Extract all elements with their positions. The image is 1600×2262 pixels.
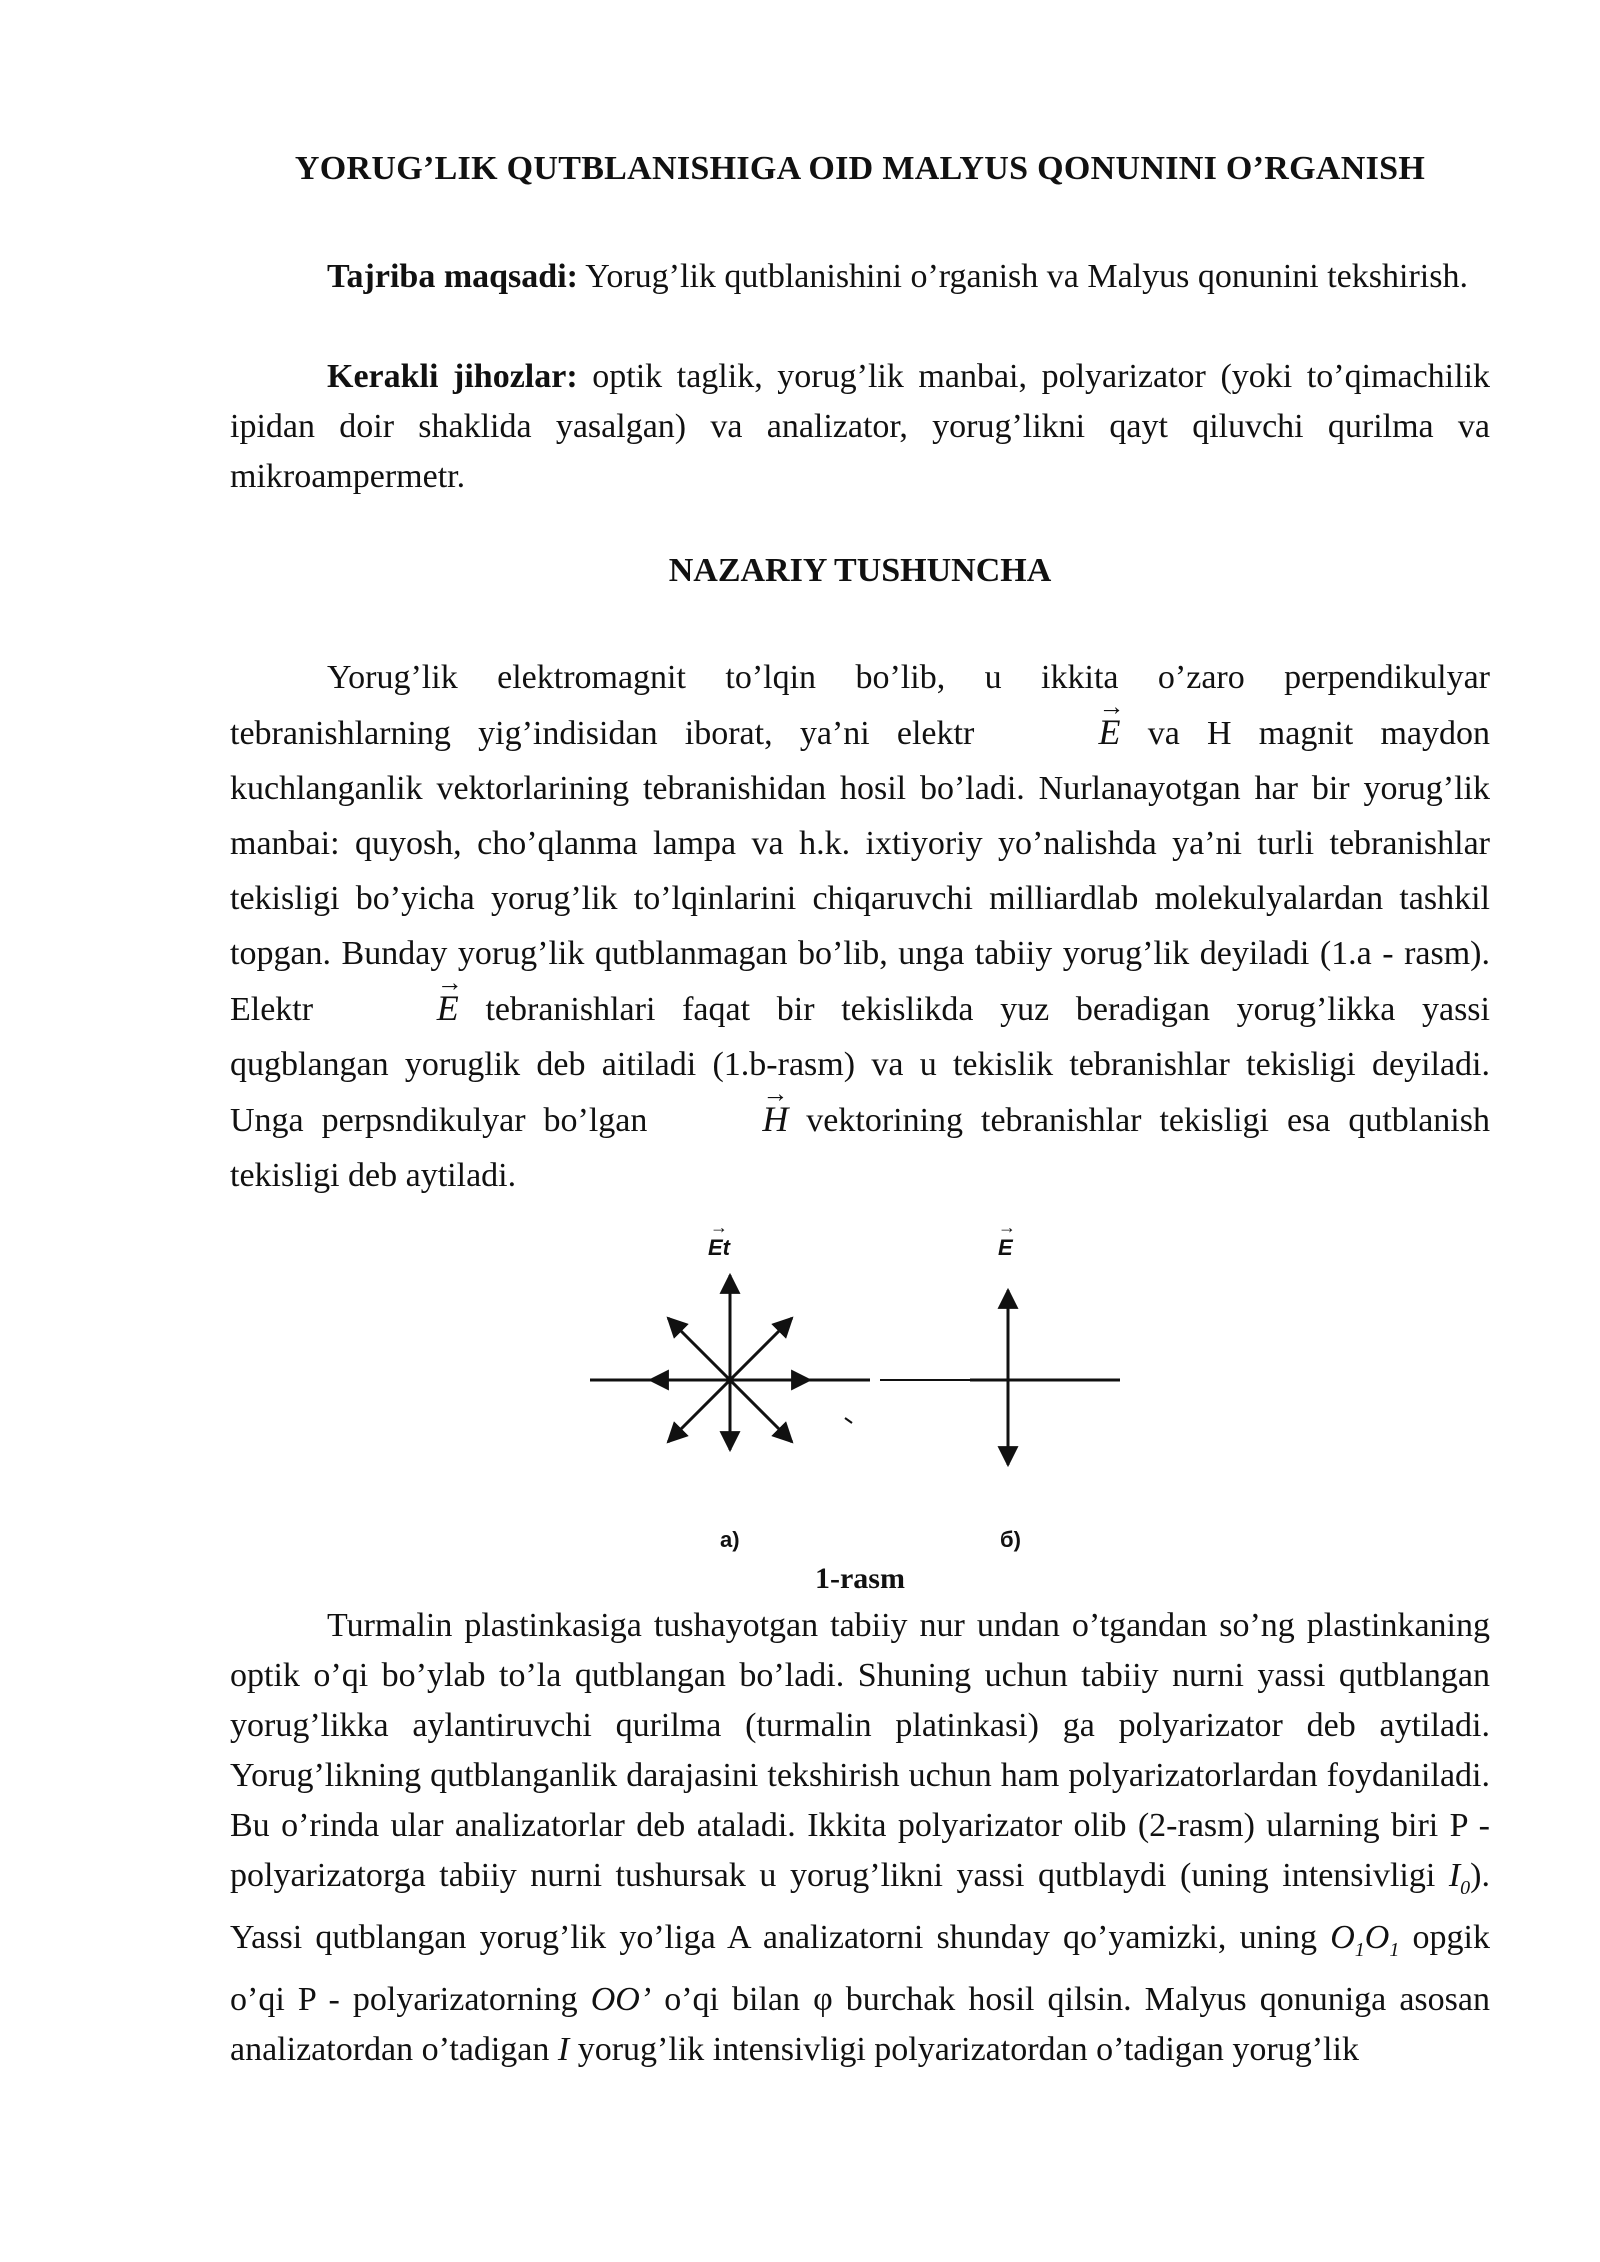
theory-text-4: vektorining tebranishlar tekisligi esa qutblanish tekisligi deb aytiladi. [230, 1102, 1490, 1194]
figure-1 [490, 1217, 1250, 1565]
i0-main: I [1448, 1857, 1461, 1894]
figure-caption: 1-rasm [815, 1562, 905, 1595]
sublabel-a: a) [720, 1527, 740, 1552]
polarization-diagram [490, 1235, 1250, 1565]
natural-light-diagram [590, 1275, 870, 1450]
equipment-paragraph [230, 352, 1490, 502]
axis-o1o1 [1330, 1918, 1400, 1961]
vector-arrow-icon: → [710, 1217, 728, 1237]
o1a: O [1330, 1918, 1355, 1956]
theory-paragraph [230, 650, 1490, 1203]
axis-oo: OO’ [590, 1980, 652, 2018]
aim-text: Yorug’lik qutblanishini o’rganish va Malyus qonunini tekshirish. [577, 258, 1468, 295]
sublabel-b: б) [1000, 1527, 1021, 1552]
theory-text-3: tebranishlari faqat bir tekislikda yuz beradigan yorug’likka yassi qugblangan yoruglik deb aitiladi (1.b-rasm) va u tekislik tebranishlar tekisligi deyiladi. Unga perpsndikulyar bo’lgan [230, 991, 1490, 1139]
stray-mark [845, 1418, 852, 1423]
i0-sub: 0 [1460, 1876, 1471, 1899]
vector-e-symbol: → E [340, 981, 459, 1036]
o1b-sub: 1 [1389, 1938, 1400, 1961]
body2-text-5: yorug’lik intensivligi polyarizatordan o’tadigan yorug’lik [569, 2030, 1359, 2068]
vector-et-text: Et [708, 1235, 730, 1260]
vector-et-label [708, 1217, 730, 1261]
vector-h-symbol: → H [665, 1092, 788, 1147]
o1b: O [1364, 1918, 1390, 1956]
body2-text-4: o’qi bilan φ burchak hosil qilsin. Malyus qonuniga asosan analizatordan o’tadigan [230, 1980, 1490, 2068]
intensity-i: I [557, 2030, 570, 2068]
section-heading: NAZARIY TUSHUNCHA [668, 552, 1052, 589]
equipment-text: optik taglik, yorug’lik manbai, polyarizator (yoki to’qimachilik ipidan doir shaklida yasalgan) va analizator, yorug’likni qayt qiluvchi qurilma va mikroampermetr. [230, 358, 1491, 495]
theory-text-2: va H magnit maydon kuchlanganlik vektorlarining tebranishidan hosil bo’ladi. Nurlanayotgan har bir yorug’lik manbai: quyosh, cho’qlanma lampa va h.k. ixtiyoriy yo’nalishda ya’ni turli tebranishlar tekisligi bo’yicha yorug’lik to’lqinlarini chiqaruvchi milliardlab molekulyalardan tashkil topgan. Bunday yorug’lik qutblanmagan bo’lib, unga tabiiy yorug’lik deyiladi (1.a - rasm). Elektr [230, 715, 1490, 1028]
vector-arrow-icon: → [998, 1217, 1016, 1237]
body2-text-3: opgik o’qi P - polyarizatorning [230, 1918, 1491, 2018]
aim-paragraph [230, 252, 1490, 302]
vector-e-label [998, 1217, 1016, 1261]
polarized-light-diagram [880, 1290, 1120, 1465]
body2-text-2: ). Yassi qutblangan yorug’lik yo’liga A analizatorni shunday qo’yamizki, uning [230, 1857, 1490, 1956]
intensity-i0 [1448, 1857, 1471, 1899]
equipment-label: Kerakli jihozlar: [327, 358, 578, 395]
theory-text-1: Yorug’lik elektromagnit to’lqin bo’lib, u ikkita o’zaro perpendikulyar tebranishlarning yig’indisidan iborat, ya’ni elektr [230, 659, 1490, 752]
vector-e-symbol: → E [1002, 705, 1121, 760]
vector-e-text: E [998, 1235, 1013, 1260]
o1a-sub: 1 [1354, 1938, 1365, 1961]
page-title: YORUG’LIK QUTBLANISHIGA OID MALYUS QONUNINI O’RGANISH [294, 150, 1426, 187]
body2-text-1: Turmalin plastinkasiga tushayotgan tabiiy nur undan o’tgandan so’ng plastinkaning optik o’qi bo’ylab to’la qutblangan bo’ladi. Shuning uchun tabiiy nurni yassi qutblangan yorug’likka aylantiruvchi qurilma (turmalin platinkasi) ga polyarizator deb aytiladi. Yorug’likning qutblanganlik darajasini tekshirish uchun ham polyarizatorlardan foydaniladi. Bu o’rinda ular analizatorlar deb ataladi. Ikkita polyarizator olib (2-rasm) ularning biri P - polyarizatorga tabiiy nurni tushursak u yorug’likni yassi qutblaydi (uning intensivligi [230, 1607, 1490, 1894]
body-paragraph-2 [230, 1601, 1490, 2075]
aim-label: Tajriba maqsadi: [327, 258, 578, 295]
